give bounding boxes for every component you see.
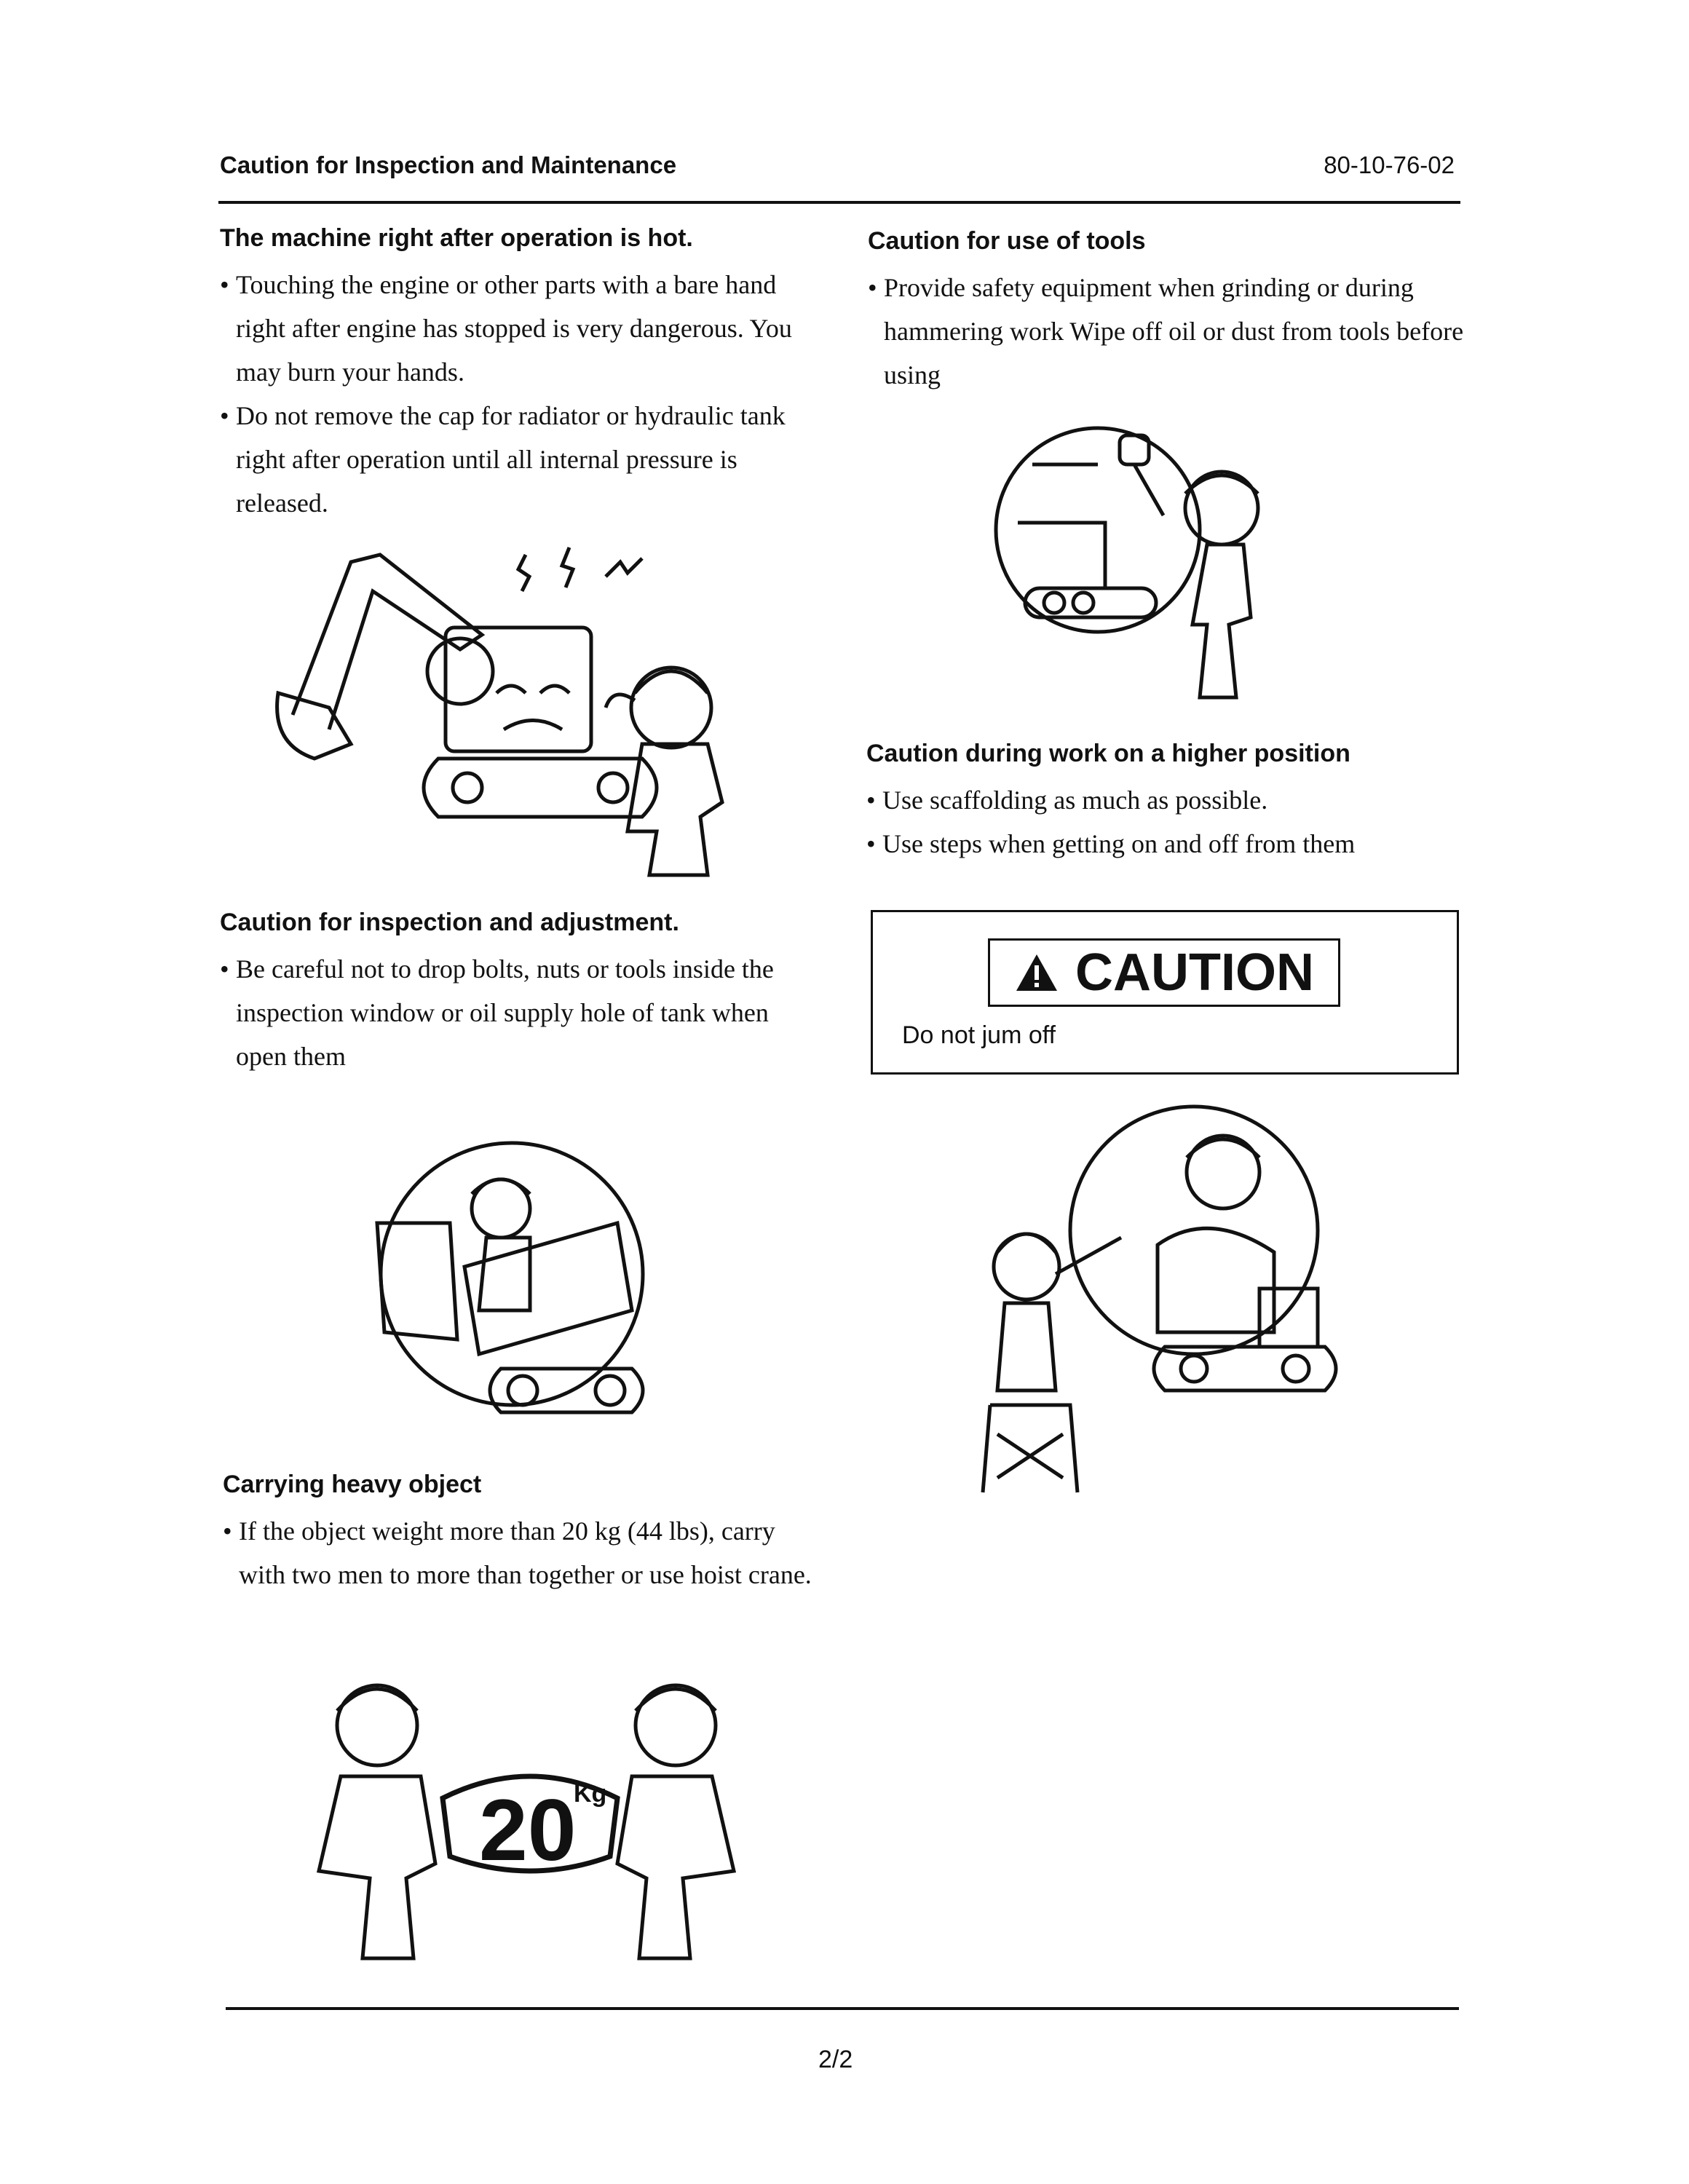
warning-triangle-icon <box>1014 952 1059 993</box>
bullet-dot: • <box>223 1516 232 1546</box>
higher-position-illustration <box>976 1099 1361 1507</box>
section-tools <box>868 227 1472 397</box>
bullet-text: Use steps when getting on and off from them <box>882 829 1356 858</box>
hot-excavator-illustration <box>264 526 759 897</box>
caution-message: Do not jum off <box>902 1021 1056 1049</box>
bullet-text: Use scaffolding as much as possible. <box>882 786 1268 815</box>
bullet-item <box>220 394 817 525</box>
caution-label-text: CAUTION <box>1075 943 1314 1002</box>
bullet-text: Provide safety equipment when grinding or during hammering work Wipe off oil or dust from tools before using <box>884 273 1464 389</box>
page-number: 2/2 <box>818 2046 853 2073</box>
bullet-dot: • <box>866 786 876 815</box>
section-heavy-object <box>223 1471 820 1597</box>
inspection-illustration <box>355 1136 668 1434</box>
bullet-text: Be careful not to drop bolts, nuts or tools inside the inspection window or oil supply hole of tank when open them <box>236 954 774 1071</box>
section-heading: Caution for use of tools <box>868 227 1146 255</box>
bullet-item <box>868 266 1472 397</box>
bullet-dot: • <box>220 270 229 299</box>
bullet-text: Do not remove the cap for radiator or hydraulic tank right after operation until all internal pressure is released. <box>236 401 786 518</box>
footer-rule <box>226 2007 1459 2010</box>
bullet-text: If the object weight more than 20 kg (44 lbs), carry with two men to more than together or use hoist crane. <box>239 1516 812 1589</box>
weight-unit-text: Kg <box>574 1780 607 1808</box>
section-hot-machine <box>220 224 817 525</box>
bullet-dot: • <box>866 829 876 858</box>
section-higher-position <box>866 740 1471 866</box>
section-heading: Carrying heavy object <box>223 1471 482 1498</box>
bullet-dot: • <box>220 954 229 984</box>
header-rule <box>218 201 1460 204</box>
bullet-text: Touching the engine or other parts with a bare hand right after engine has stopped is very dangerous. You may burn your hands. <box>236 270 792 387</box>
section-heading: The machine right after operation is hot. <box>220 224 693 252</box>
caution-label <box>988 938 1340 1007</box>
hammer-work-illustration <box>989 406 1289 709</box>
bullet-dot: • <box>868 273 877 302</box>
section-inspection <box>220 909 817 1078</box>
bullet-item <box>866 778 1471 822</box>
bullet-item <box>220 263 817 394</box>
bullet-item <box>866 822 1471 866</box>
bullet-dot: • <box>220 401 229 430</box>
bullet-item <box>223 1509 820 1597</box>
carrying-object-illustration <box>297 1653 763 1973</box>
caution-notice <box>871 910 1459 1075</box>
bullet-item <box>220 947 817 1078</box>
page-title: Caution for Inspection and Maintenance <box>220 151 677 178</box>
section-heading: Caution during work on a higher position <box>866 740 1350 767</box>
doc-number: 80-10-76-02 <box>1324 151 1455 178</box>
section-heading: Caution for inspection and adjustment. <box>220 909 679 936</box>
weight-number-text: 20 <box>479 1781 577 1879</box>
